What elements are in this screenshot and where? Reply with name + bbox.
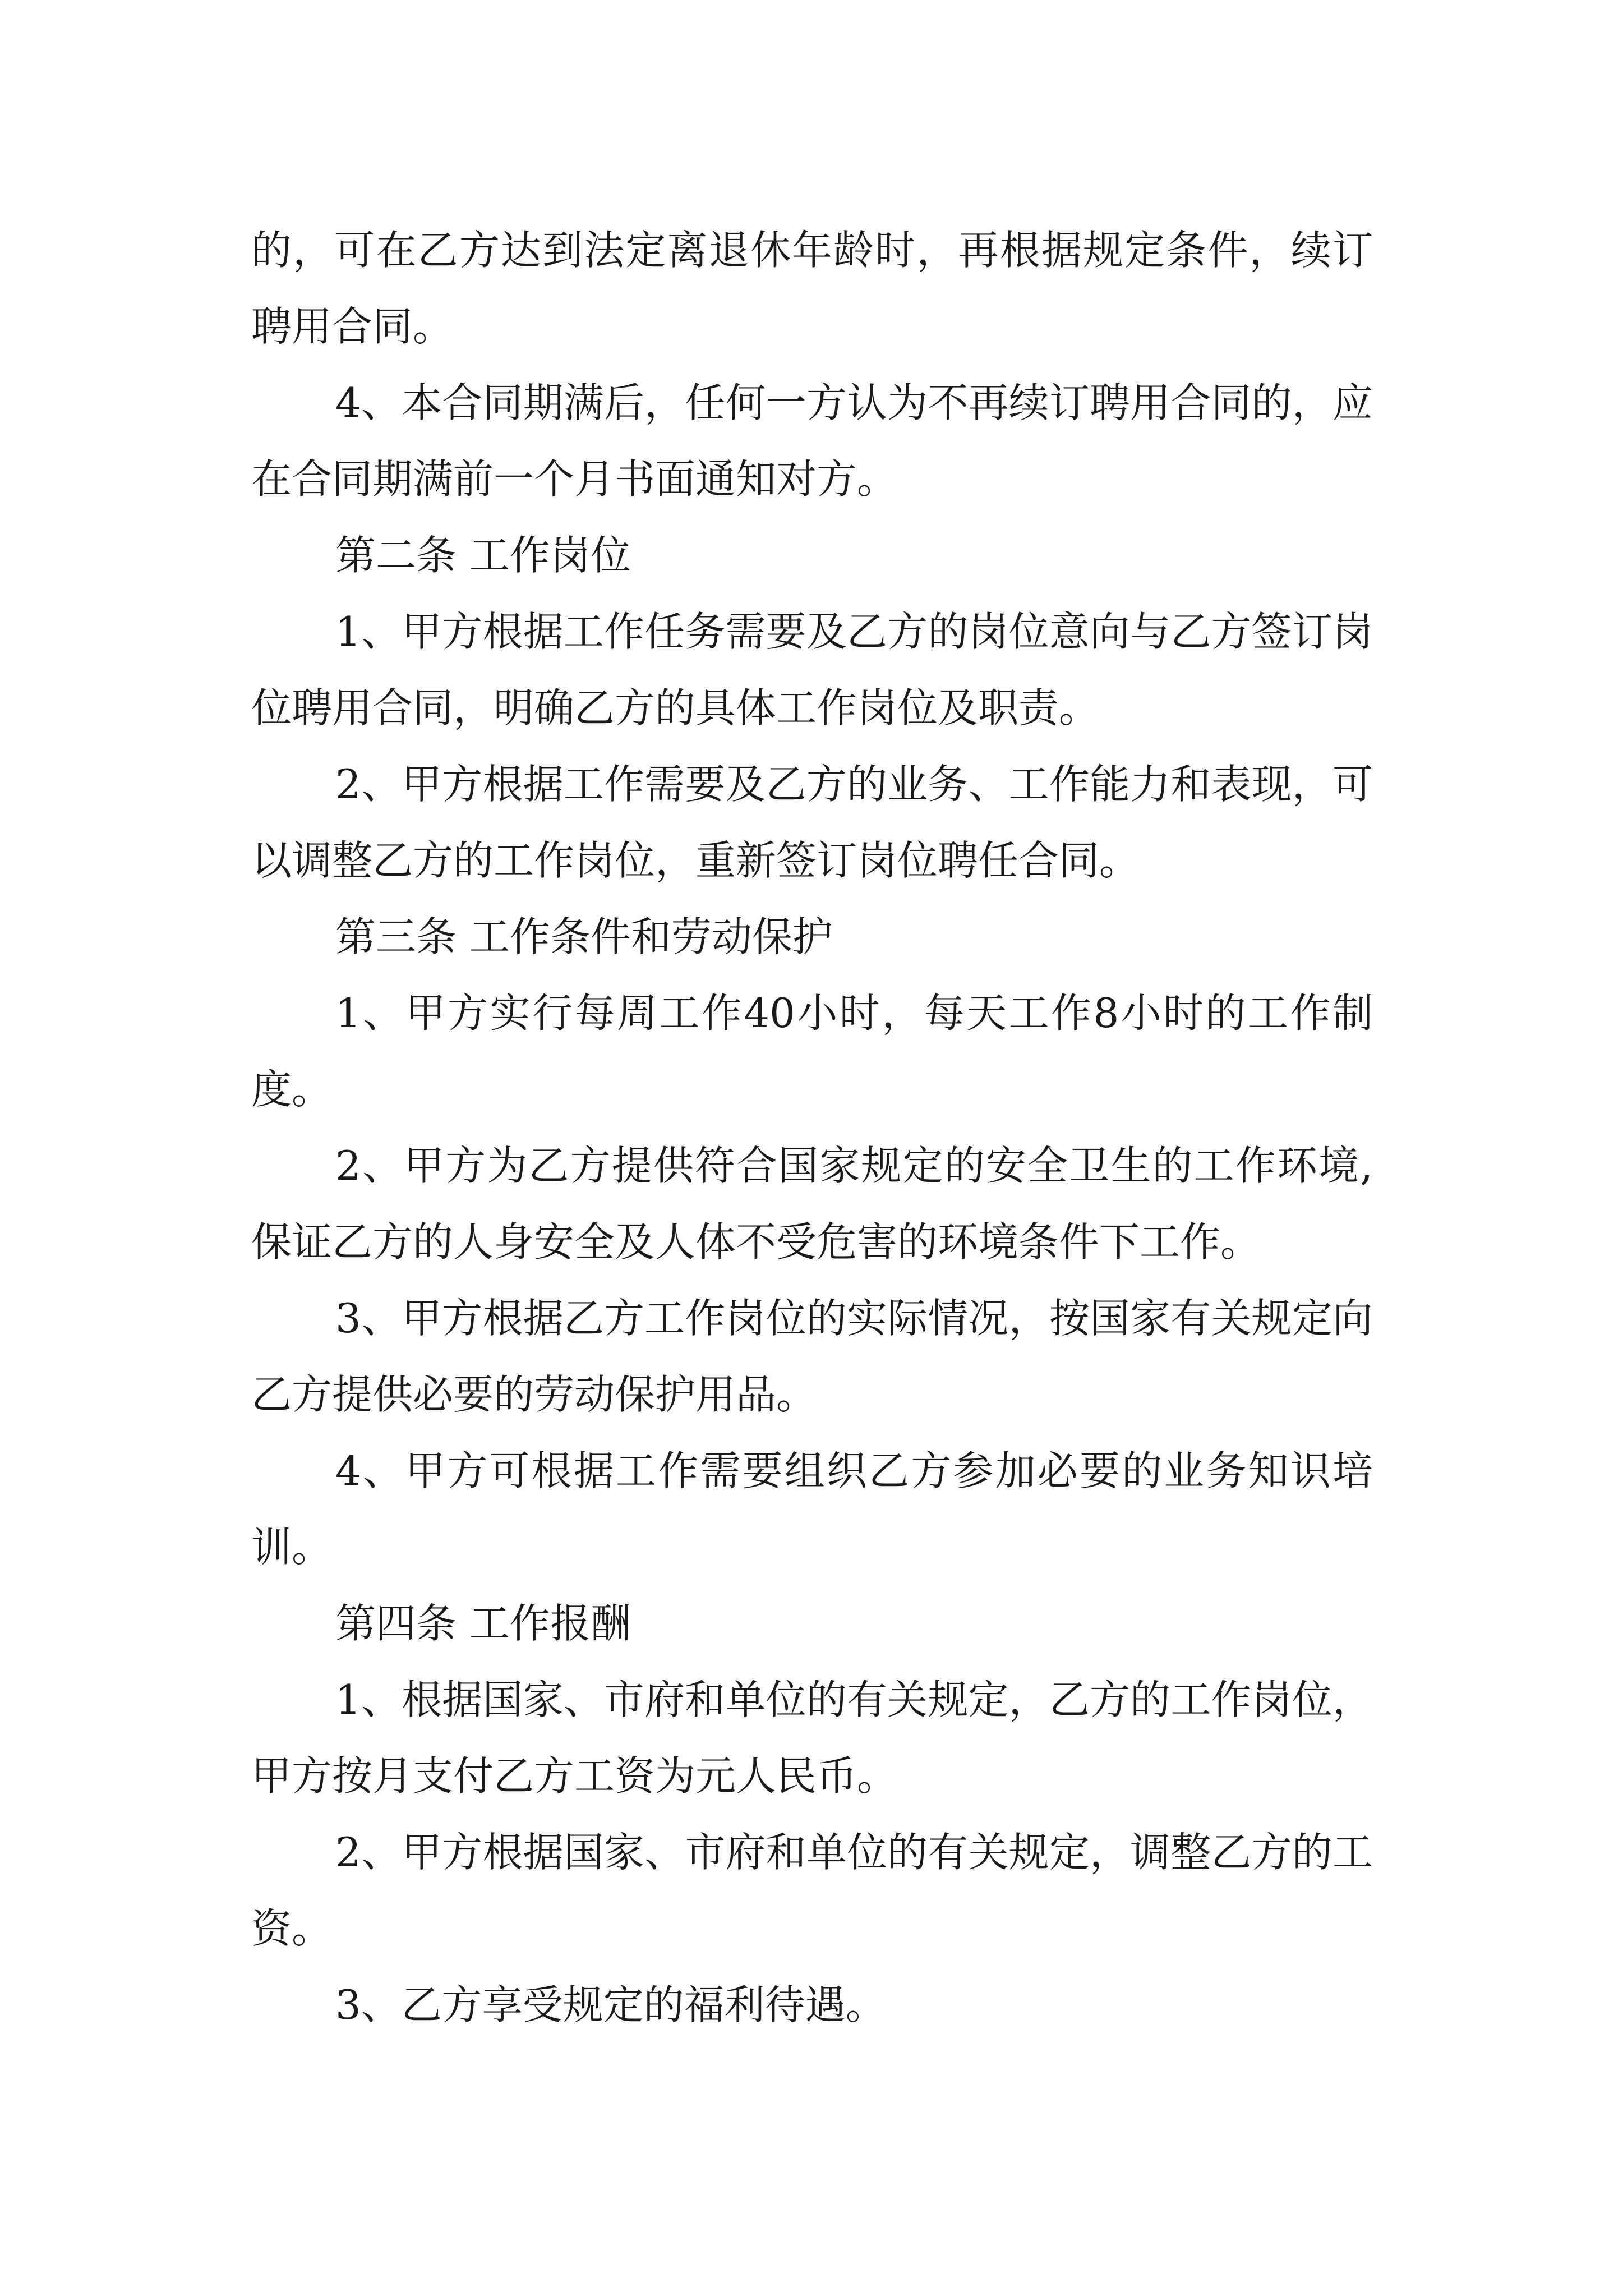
paragraph-clause-3-3: 3、甲方根据乙方工作岗位的实际情况，按国家有关规定向乙方提供必要的劳动保护用品。 — [251, 1295, 1373, 1418]
paragraph-clause-1-4: 4、本合同期满后，任何一方认为不再续订聘用合同的，应在合同期满前一个月书面通知对方。 — [251, 379, 1373, 503]
paragraph-clause-3-1: 1、甲方实行每周工作40小时，每天工作8小时的工作制度。 — [251, 990, 1373, 1113]
paragraph-continuation: 的，可在乙方达到法定离退休年龄时，再根据规定条件，续订聘用合同。 — [251, 227, 1373, 350]
paragraph-clause-2-1: 1、甲方根据工作任务需要及乙方的岗位意向与乙方签订岗位聘用合同，明确乙方的具体工作岗位及职责。 — [251, 608, 1373, 731]
paragraph-clause-4-2: 2、甲方根据国家、市府和单位的有关规定，调整乙方的工资。 — [251, 1829, 1373, 1952]
section-heading-article-3: 第三条 工作条件和劳动保护 — [335, 913, 833, 960]
section-heading-article-2: 第二条 工作岗位 — [335, 532, 631, 579]
paragraph-clause-3-2: 2、甲方为乙方提供符合国家规定的安全卫生的工作环境,保证乙方的人身安全及人体不受危害的环境条件下工作。 — [251, 1142, 1373, 1266]
paragraph-clause-4-3: 3、乙方享受规定的福利待遇。 — [335, 1981, 886, 2028]
paragraph-clause-2-2: 2、甲方根据工作需要及乙方的业务、工作能力和表现，可以调整乙方的工作岗位，重新签订岗位聘任合同。 — [251, 761, 1373, 884]
section-heading-article-4: 第四条 工作报酬 — [335, 1600, 631, 1647]
paragraph-clause-3-4: 4、甲方可根据工作需要组织乙方参加必要的业务知识培训。 — [251, 1447, 1373, 1571]
document-body — [251, 212, 1373, 2043]
paragraph-clause-4-1: 1、根据国家、市府和单位的有关规定，乙方的工作岗位，甲方按月支付乙方工资为元人民币。 — [251, 1676, 1373, 1800]
